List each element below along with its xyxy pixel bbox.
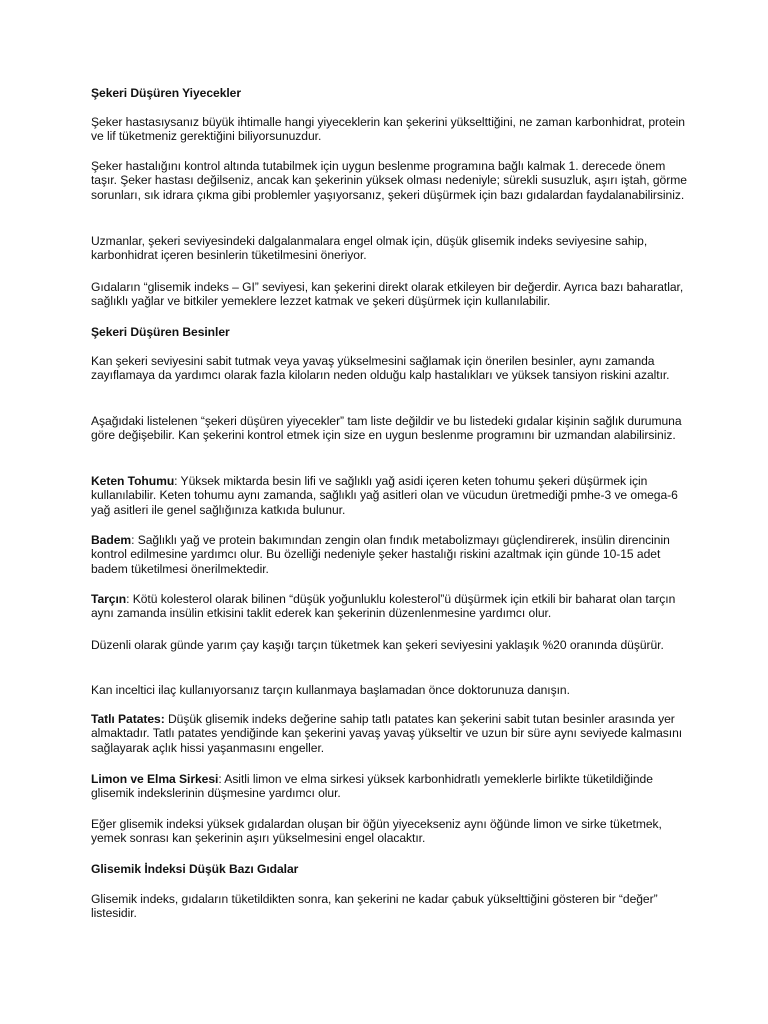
paragraph-glisemik-indeks: Gıdaların “glisemik indeks – GI” seviyesi, kan şekerini direkt olarak etkileyen bir değerdir. Ayrıca bazı baharatlar, sağlıklı yağlar ve bitkiler yemeklere lezzet katmak ve şekeri düşürmek için kullanılabilir. [91, 280, 684, 309]
paragraph-uzmanlar: Uzmanlar, şekeri seviyesindeki dalgalanmalara engel olmak için, düşük glisemik indeks seviyesine sahip, karbonhidrat içeren besinlerin tüketilmesini öneriyor. [91, 234, 648, 263]
paragraph-tatli-patates [91, 712, 691, 755]
term-badem: Badem [91, 533, 132, 547]
heading-glisemik-indeksi-dusuk: Glisemik İndeksi Düşük Bazı Gıdalar [91, 862, 299, 876]
paragraph-kan-inceltici: Kan inceltici ilaç kullanıyorsanız tarçın kullanmaya başlamadan önce doktorunuza danışın. [91, 683, 570, 697]
paragraph-tarcin [91, 592, 691, 621]
term-keten-tohumu: Keten Tohumu [91, 474, 175, 488]
term-tatli-patates: Tatlı Patates: [91, 712, 165, 726]
paragraph-kan-sekeri-sabit: Kan şekeri seviyesini sabit tutmak veya yavaş yükselmesini sağlamak için önerilen besinler, aynı zamanda zayıflamaya da yardımcı olarak fazla kiloların neden olduğu kalp hastalıkları ve yüksek tansiyon riskini azaltır. [91, 354, 670, 383]
paragraph-limon-sirke-ogun: Eğer glisemik indeksi yüksek gıdalardan oluşan bir öğün yiyecekseniz aynı öğünde limon ve sirke tüketmek, yemek sonrası kan şekerinin aşırı yükselmesini engel olacaktır. [91, 817, 662, 846]
term-limon-elma-sirkesi: Limon ve Elma Sirkesi [91, 772, 219, 786]
heading-seker-dusuren-besinler: Şekeri Düşüren Besinler [91, 325, 230, 339]
text-badem: : Sağlıklı yağ ve protein bakımından zengin olan fındık metabolizmayı güçlendirerek, insülin direncinin kontrol edilmesine yardımcı olur. Bu özelliği nedeniyle şeker hastalığı riskini azaltmak için günde 10-15 adet badem tüketilmesi önerilmektedir. [91, 533, 670, 576]
paragraph-badem [91, 533, 691, 576]
paragraph-intro: Şeker hastasıysanız büyük ihtimalle hangi yiyeceklerin kan şekerini yükselttiğini, ne zaman karbonhidrat, protein ve lif tüketmeniz gerektiğini biliyorsunuzdur. [91, 115, 685, 144]
paragraph-tarcin-oran: Düzenli olarak günde yarım çay kaşığı tarçın tüketmek kan şekeri seviyesini yaklaşık %20 oranında düşürür. [91, 638, 664, 652]
paragraph-keten-tohumu [91, 474, 691, 517]
heading-seker-dusuren-yiyecekler: Şekeri Düşüren Yiyecekler [91, 86, 242, 100]
paragraph-glisemik-indeks-tanim: Glisemik indeks, gıdaların tüketildikten sonra, kan şekerini ne kadar çabuk yükselttiğini gösteren bir “değer” listesidir. [91, 892, 658, 921]
term-tarcin: Tarçın [91, 592, 127, 606]
text-keten-tohumu: : Yüksek miktarda besin lifi ve sağlıklı yağ asidi içeren keten tohumu şekeri düşürmek için kullanılabilir. Keten tohumu aynı zamanda, sağlıklı yağ asitleri olan ve vücudun üretmediği pmhe-3 ve omega-6 yağ asitleri ile genel sağlığınıza katkıda bulunur. [91, 474, 678, 517]
text-limon-elma-sirkesi: : Asitli limon ve elma sirkesi yüksek karbonhidratlı yemeklerle birlikte tüketildiğinde glisemik indekslerinin düşmesine yardımcı olur. [91, 772, 653, 801]
paragraph-beslenme-programi: Şeker hastalığını kontrol altında tutabilmek için uygun beslenme programına bağlı kalmak 1. derecede önem taşır. Şeker hastası değilseniz, ancak kan şekerinin yüksek olması nedeniyle; sürekli susuzluk, aşırı iştah, görme sorunları, sık idrara çıkma gibi problemler yaşıyorsanız, şekeri düşürmek için bazı gıdalardan faydalanabilirsiniz. [91, 159, 687, 202]
text-tatli-patates: Düşük glisemik indeks değerine sahip tatlı patates kan şekerini sabit tutan besinler arasında yer almaktadır. Tatlı patates yendiğinde kan şekerini yavaş yavaş yükseltir ve uzun bir süre aynı seviyede kalmasını sağlayarak açlık hissi yaşanmasını engeller. [91, 712, 683, 755]
paragraph-limon-elma-sirkesi [91, 772, 691, 801]
paragraph-liste-notu: Aşağıdaki listelenen “şekeri düşüren yiyecekler” tam liste değildir ve bu listedeki gıdalar kişinin sağlık durumuna göre değişebilir. Kan şekerini kontrol etmek için size en uygun beslenme programını bir uzmandan alabilirsiniz. [91, 414, 682, 443]
text-tarcin: : Kötü kolesterol olarak bilinen “düşük yoğunluklu kolesterol”ü düşürmek için etkili bir baharat olan tarçın aynı zamanda insülin etkisini taklit ederek kan şekerinin düzenlenmesine yardımcı olur. [91, 592, 676, 621]
